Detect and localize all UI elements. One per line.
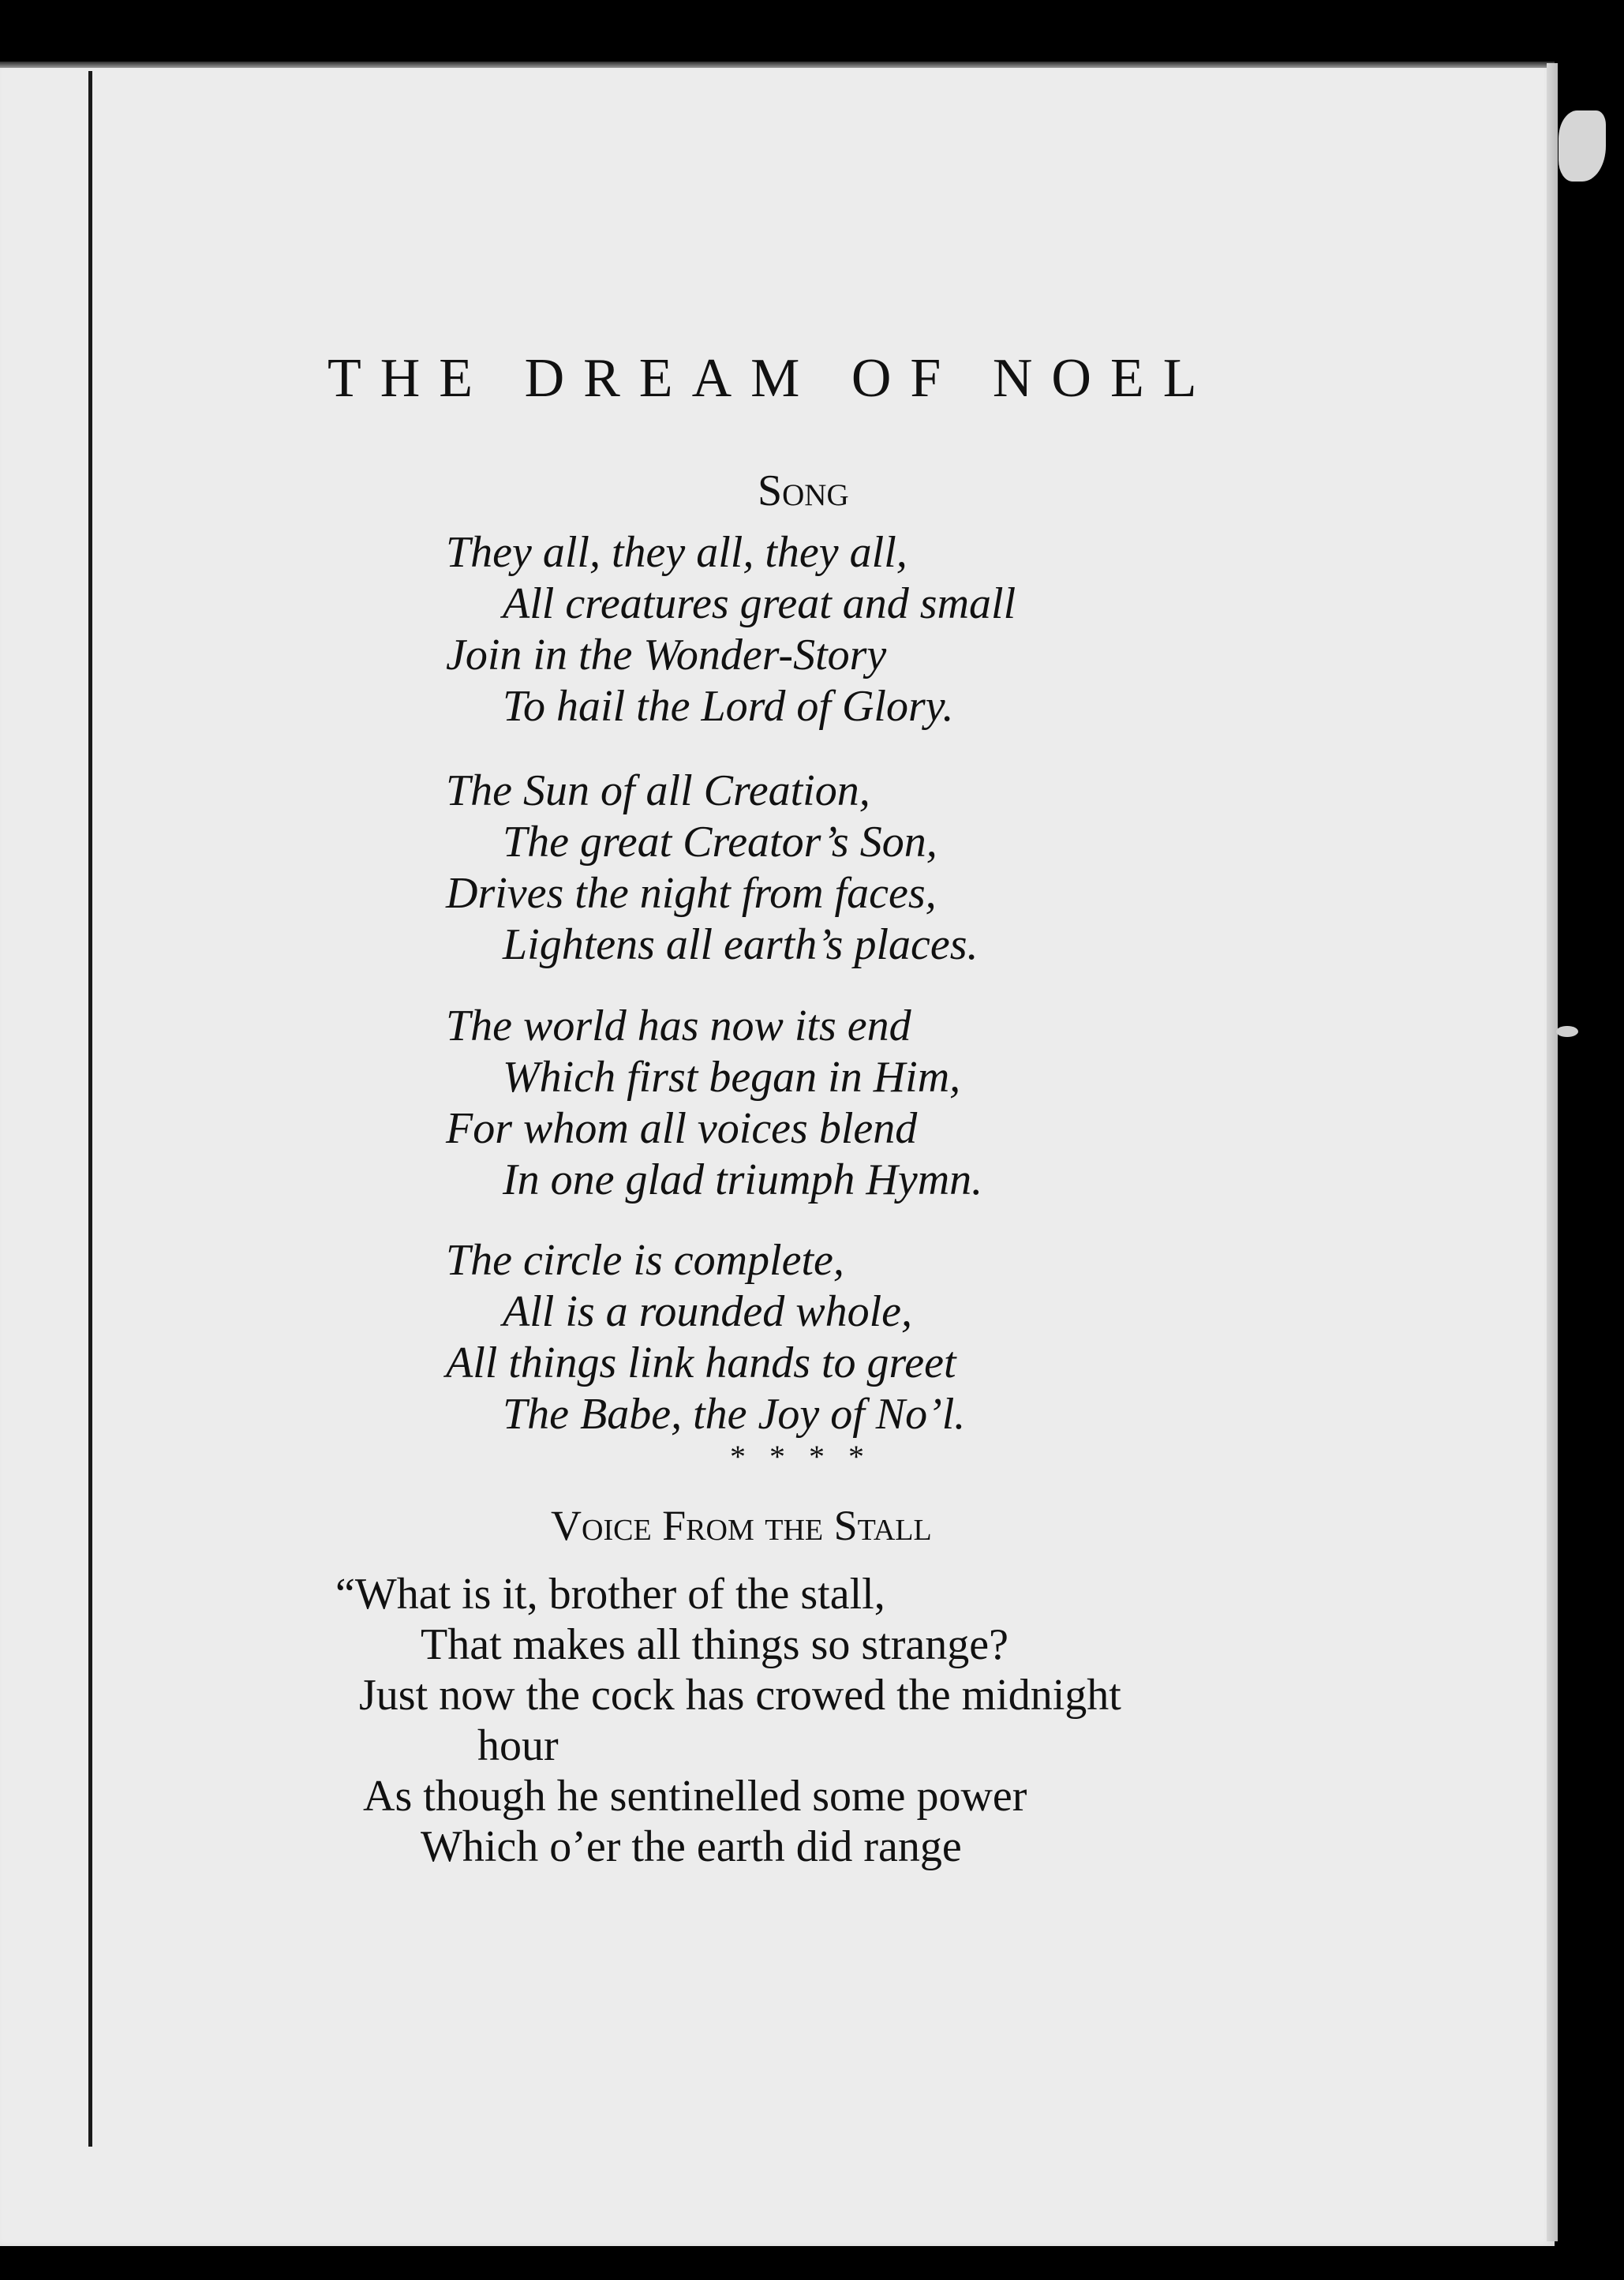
verse-line: Just now the cock has crowed the midnight (359, 1671, 1121, 1720)
verse-line: The world has now its end (446, 1001, 911, 1050)
verse-line: Drives the night from faces, (446, 869, 937, 918)
verse-line: The great Creator’s Son, (503, 818, 937, 867)
scan-speck (1556, 1026, 1578, 1037)
song-stanza-2 (446, 766, 979, 971)
page-title: THE DREAM OF NOEL (327, 348, 1216, 409)
song-stanza-1 (446, 527, 1016, 732)
verse-line: As though he sentinelled some power (363, 1772, 1027, 1821)
verse-line: The Sun of all Creation, (446, 766, 870, 815)
verse-line: Which first began in Him, (503, 1053, 961, 1102)
verse-line: “What is it, brother of the stall, (335, 1570, 885, 1619)
binding-line (88, 71, 92, 2147)
song-heading: Song (758, 466, 849, 515)
verse-line: All things link hands to greet (446, 1338, 956, 1387)
verse-line: Which o’er the earth did range (421, 1822, 962, 1871)
song-stanza-3 (446, 1001, 982, 1206)
verse-line: Lightens all earth’s places. (503, 920, 979, 969)
verse-line: In one glad triumph Hymn. (503, 1155, 983, 1204)
voice-passage (335, 1569, 1121, 1872)
verse-line: They all, they all, they all, (446, 528, 907, 577)
verse-line: Join in the Wonder-Story (446, 631, 887, 680)
voice-heading: Voice From the Stall (551, 1502, 932, 1549)
verse-line: The Babe, the Joy of No’l. (503, 1390, 966, 1439)
top-edge (0, 62, 1555, 68)
verse-line: The circle is complete, (446, 1236, 844, 1285)
song-stanza-4 (446, 1235, 965, 1440)
verse-line: That makes all things so strange? (421, 1620, 1008, 1669)
verse-line: hour (477, 1721, 559, 1770)
verse-line: All creatures great and small (503, 579, 1016, 628)
section-separator: * * * * (730, 1439, 872, 1474)
verse-line: To hail the Lord of Glory. (503, 682, 954, 731)
page-right-edge (1547, 63, 1558, 2241)
verse-line: All is a rounded whole, (503, 1287, 913, 1336)
scan-artifact (1559, 110, 1606, 182)
verse-line: For whom all voices blend (446, 1104, 918, 1153)
